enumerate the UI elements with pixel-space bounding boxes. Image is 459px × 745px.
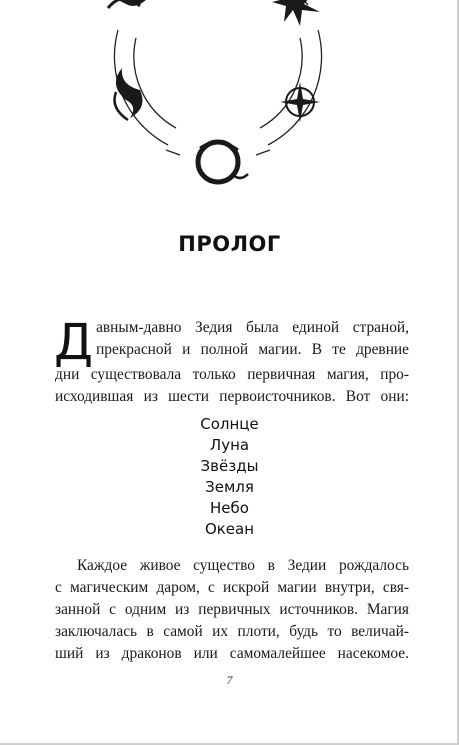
body-line: занной с одним из первичных источников. Магия [55,601,409,618]
intro-line: прекрасной и полной магии. В те древние [96,341,409,358]
star-burst-icon [272,0,320,26]
intro-line: исходившая из шести первоисточников. Вот они: [55,388,409,405]
source-item: Солнце [200,415,259,433]
chapter-title: ПРОЛОГ [178,232,281,256]
body-line: ший из драконов или самомалейшее насекомое. [55,645,409,662]
primary-sources-list [0,414,459,540]
sky-wind-icon [280,82,320,122]
drop-cap: Д [54,313,94,371]
earth-circle-icon [198,142,248,182]
body-line: с магическим даром, с искрой магии внутри, свя- [55,579,409,596]
source-item: Земля [205,478,254,496]
intro-line: авным-давно Зедия была единой страной, [96,319,409,336]
moon-crescent-icon [115,68,143,120]
source-item: Луна [209,436,250,454]
source-item: Звёзды [200,457,259,475]
source-item: Океан [204,520,255,538]
body-line: заключалась в самой их плоти, будь то величай- [55,623,409,640]
source-item: Небо [210,499,249,517]
page-number: 7 [226,673,233,687]
intro-line: дни существовала только первичная магия, про- [55,366,409,383]
body-paragraph [55,555,409,665]
body-line: Каждое живое существо в Зедии рождалось [77,557,409,574]
elements-emblem [88,0,348,190]
swirl-icon [108,0,160,8]
intro-paragraph [54,313,409,408]
